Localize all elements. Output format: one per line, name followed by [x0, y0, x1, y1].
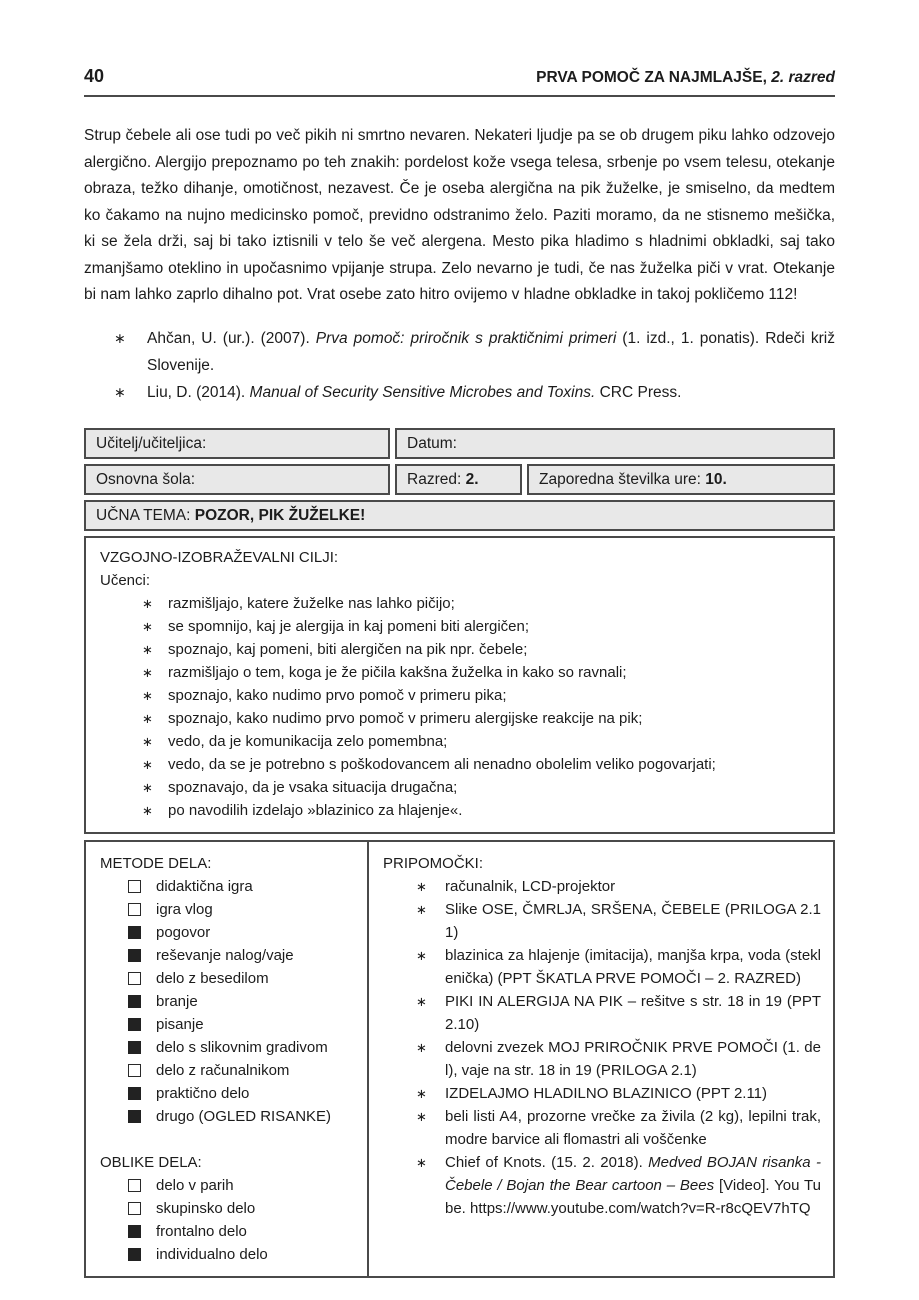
- goals-box: [84, 536, 835, 834]
- material-item: [383, 1151, 821, 1220]
- goals-subtitle: Učenci:: [100, 571, 151, 589]
- materials-title: PRIPOMOČKI:: [383, 854, 484, 872]
- method-label: praktično delo: [156, 1084, 250, 1102]
- lesson-info-table: [84, 428, 835, 531]
- method-item: [100, 1013, 357, 1036]
- form-label: frontalno delo: [156, 1222, 247, 1240]
- method-label: branje: [156, 992, 198, 1010]
- goal-item: [100, 753, 819, 776]
- goal-item: [100, 707, 819, 730]
- method-item: [100, 875, 357, 898]
- goals-list: [100, 592, 819, 822]
- document-page: [84, 0, 835, 1278]
- method-item: [100, 967, 357, 990]
- checkbox-icon: [128, 1202, 141, 1215]
- goal-text: spoznajo, kaj pomeni, biti alergičen na pik npr. čebele;: [168, 640, 528, 658]
- topic-cell: [84, 500, 835, 531]
- asterisk-bullet-icon: ∗: [416, 1085, 427, 1101]
- material-item: [383, 944, 821, 990]
- method-label: drugo (OGLED RISANKE): [156, 1107, 332, 1125]
- asterisk-bullet-icon: ∗: [142, 595, 153, 611]
- method-label: delo z besedilom: [156, 969, 269, 987]
- goal-text: spoznajo, kako nudimo prvo pomoč v primeru pika;: [168, 686, 507, 704]
- goal-item: [100, 730, 819, 753]
- method-label: delo s slikovnim gradivom: [156, 1038, 328, 1056]
- reference-item: [84, 379, 835, 406]
- asterisk-bullet-icon: ∗: [142, 618, 153, 634]
- checkbox-icon: [128, 926, 141, 939]
- method-item: [100, 1059, 357, 1082]
- material-text: Slike OSE, ČMRLJA, SRŠENA, ČEBELE (PRILOGA 2.11): [445, 900, 821, 941]
- running-title-grade: 2. razred: [771, 69, 835, 86]
- method-label: pisanje: [156, 1015, 204, 1033]
- forms-title: OBLIKE DELA:: [100, 1153, 202, 1171]
- asterisk-bullet-icon: ∗: [416, 993, 427, 1009]
- form-item: [100, 1174, 357, 1197]
- material-suffix: [Video]. You Tube. https://www.youtube.com/watch?v=R-r8cQEV7hTQ: [445, 1176, 821, 1217]
- method-item: [100, 1105, 357, 1128]
- lesson-number-cell: [527, 464, 835, 495]
- form-item: [100, 1197, 357, 1220]
- table-row-school-grade: [84, 464, 835, 495]
- method-item: [100, 1082, 357, 1105]
- method-label: igra vlog: [156, 900, 213, 918]
- goal-text: vedo, da se je potrebno s poškodovancem ali nenadno obolelim veliko pogovarjati;: [168, 755, 716, 773]
- material-text: PIKI IN ALERGIJA NA PIK – rešitve s str. 18 in 19 (PPT 2.10): [445, 992, 821, 1033]
- method-item: [100, 944, 357, 967]
- goal-text: razmišljajo, katere žuželke nas lahko pičijo;: [168, 594, 455, 612]
- checkbox-icon: [128, 972, 141, 985]
- reference-item: [84, 325, 835, 379]
- material-text: računalnik, LCD-projektor: [445, 877, 616, 895]
- methods-materials-box: [84, 840, 835, 1278]
- topic-value: POZOR, PIK ŽUŽELKE!: [194, 506, 366, 524]
- reference-suffix: (1. izd., 1. ponatis). Rdeči križ Slovenije.: [147, 329, 835, 374]
- asterisk-bullet-icon: ∗: [416, 1039, 427, 1055]
- running-title-text: PRVA POMOČ ZA NAJMLAJŠE,: [536, 69, 772, 86]
- methods-column: [86, 842, 369, 1276]
- asterisk-bullet-icon: ∗: [416, 878, 427, 894]
- reference-list: [84, 325, 835, 406]
- reference-suffix: CRC Press.: [595, 383, 682, 401]
- forms-list: [100, 1174, 357, 1266]
- asterisk-bullet-icon: ∗: [142, 779, 153, 795]
- methods-title: METODE DELA:: [100, 854, 212, 872]
- form-label: skupinsko delo: [156, 1199, 256, 1217]
- goal-item: [100, 615, 819, 638]
- method-item: [100, 898, 357, 921]
- checkbox-icon: [128, 1110, 141, 1123]
- form-label: delo v parih: [156, 1176, 234, 1194]
- asterisk-bullet-icon: ∗: [142, 710, 153, 726]
- material-item: [383, 1105, 821, 1151]
- reference-prefix: Liu, D. (2014).: [147, 383, 250, 401]
- running-title: [536, 69, 835, 87]
- checkbox-icon: [128, 995, 141, 1008]
- intro-paragraph: Strup čebele ali ose tudi po več pikih ni smrtno nevaren. Nekateri ljudje pa se ob drugem piku lahko odzovejo alergično. Alergijo prepoznamo po teh znakih: pordelost kože vsega telesa, srbenje po vsem telesu, otekanje obraza, težko dihanje, omotičnost, nezavest. Če je oseba alergična na pik žuželke, je smiselno, da medtem ko čakamo na nujno medicinsko pomoč, previdno odstranimo želo. Paziti moramo, da ne stisnemo mešička, ki se žela drži, saj bi tako iztisnili v telo še več alergena. Mesto pika hladimo s hladnimi obkladki, saj tako zmanjšamo oteklino in upočasnimo vpijanje strupa. Zelo nevarno je tudi, če nas žuželka piči v vrat. Otekanje bi nam lahko zaprlo dihalno pot. Vrat osebe zato hitro ovijemo v hladne obkladke in takoj pokličemo 112!: [84, 127, 835, 303]
- checkbox-icon: [128, 1018, 141, 1031]
- method-label: didaktična igra: [156, 877, 253, 895]
- grade-cell: [395, 464, 522, 495]
- reference-prefix: Ahčan, U. (ur.). (2007).: [147, 329, 316, 347]
- form-item: [100, 1220, 357, 1243]
- material-title-italic: Medved BOJAN risanka - Čebele / Bojan the Bear cartoon – Bees: [445, 1153, 821, 1194]
- asterisk-bullet-icon: ∗: [416, 901, 427, 917]
- methods-list: [100, 875, 357, 1128]
- method-item: [100, 921, 357, 944]
- checkbox-icon: [128, 1225, 141, 1238]
- asterisk-bullet-icon: ∗: [416, 1108, 427, 1124]
- materials-list: [383, 875, 821, 1220]
- checkbox-icon: [128, 1041, 141, 1054]
- goals-title: VZGOJNO-IZOBRAŽEVALNI CILJI:: [100, 548, 339, 566]
- form-label: individualno delo: [156, 1245, 268, 1263]
- asterisk-bullet-icon: ∗: [142, 802, 153, 818]
- method-label: reševanje nalog/vaje: [156, 946, 294, 964]
- checkbox-icon: [128, 1064, 141, 1077]
- goal-text: razmišljajo o tem, koga je že pičila kakšna žuželka in kako so ravnali;: [168, 663, 627, 681]
- material-text: Chief of Knots. (15. 2. 2018).: [445, 1153, 649, 1171]
- goal-item: [100, 638, 819, 661]
- date-cell: Datum:: [395, 428, 835, 459]
- asterisk-bullet-icon: ∗: [416, 1154, 427, 1170]
- material-text: IZDELAJMO HLADILNO BLAZINICO (PPT 2.11): [445, 1084, 768, 1102]
- asterisk-bullet-icon: ∗: [142, 756, 153, 772]
- reference-title-italic: Prva pomoč: priročnik s praktičnimi primeri: [315, 329, 617, 347]
- goal-text: spoznajo, kako nudimo prvo pomoč v primeru alergijske reakcije na pik;: [168, 709, 643, 727]
- method-label: pogovor: [156, 923, 211, 941]
- asterisk-bullet-icon: ∗: [142, 664, 153, 680]
- asterisk-bullet-icon: ∗: [114, 329, 126, 346]
- reference-title-italic: Manual of Security Sensitive Microbes and Toxins.: [249, 383, 596, 401]
- spacer: [100, 1128, 357, 1151]
- material-item: [383, 875, 821, 898]
- goal-item: [100, 661, 819, 684]
- goal-item: [100, 592, 819, 615]
- method-item: [100, 990, 357, 1013]
- lesson-number-label: Zaporedna številka ure:: [539, 470, 706, 488]
- checkbox-icon: [128, 903, 141, 916]
- goal-item: [100, 799, 819, 822]
- goal-text: po navodilih izdelajo »blazinico za hlajenje«.: [168, 801, 463, 819]
- material-item: [383, 1036, 821, 1082]
- materials-column: [369, 842, 833, 1276]
- asterisk-bullet-icon: ∗: [416, 947, 427, 963]
- asterisk-bullet-icon: ∗: [142, 641, 153, 657]
- goal-item: [100, 684, 819, 707]
- grade-value: 2.: [465, 470, 479, 488]
- table-row-teacher-date: [84, 428, 835, 459]
- topic-label: UČNA TEMA:: [96, 506, 195, 524]
- material-item: [383, 990, 821, 1036]
- lesson-number-value: 10.: [705, 470, 727, 488]
- method-label: delo z računalnikom: [156, 1061, 290, 1079]
- material-text: delovni zvezek MOJ PRIROČNIK PRVE POMOČI (1. del), vaje na str. 18 in 19 (PRILOGA 2.1): [445, 1038, 821, 1079]
- checkbox-icon: [128, 949, 141, 962]
- page-number: 40: [84, 66, 105, 86]
- asterisk-bullet-icon: ∗: [114, 383, 126, 400]
- school-cell: Osnovna šola:: [84, 464, 390, 495]
- asterisk-bullet-icon: ∗: [142, 733, 153, 749]
- checkbox-icon: [128, 880, 141, 893]
- checkbox-icon: [128, 1087, 141, 1100]
- goal-text: vedo, da je komunikacija zelo pomembna;: [168, 732, 448, 750]
- method-item: [100, 1036, 357, 1059]
- material-item: [383, 898, 821, 944]
- table-row-topic: [84, 500, 835, 531]
- goal-text: spoznavajo, da je vsaka situacija drugačna;: [168, 778, 458, 796]
- form-item: [100, 1243, 357, 1266]
- goal-item: [100, 776, 819, 799]
- checkbox-icon: [128, 1248, 141, 1261]
- material-item: [383, 1082, 821, 1105]
- checkbox-icon: [128, 1179, 141, 1192]
- asterisk-bullet-icon: ∗: [142, 687, 153, 703]
- goal-text: se spomnijo, kaj je alergija in kaj pomeni biti alergičen;: [168, 617, 530, 635]
- material-text: beli listi A4, prozorne vrečke za živila (2 kg), lepilni trak, modre barvice ali flomastri ali voščenke: [445, 1107, 821, 1148]
- teacher-cell: Učitelj/učiteljica:: [84, 428, 390, 459]
- material-text: blazinica za hlajenje (imitacija), manjša krpa, voda (steklenička) (PPT ŠKATLA PRVE POMOČI – 2. RAZRED): [445, 946, 821, 987]
- grade-label: Razred:: [407, 470, 466, 488]
- page-header: [84, 66, 835, 97]
